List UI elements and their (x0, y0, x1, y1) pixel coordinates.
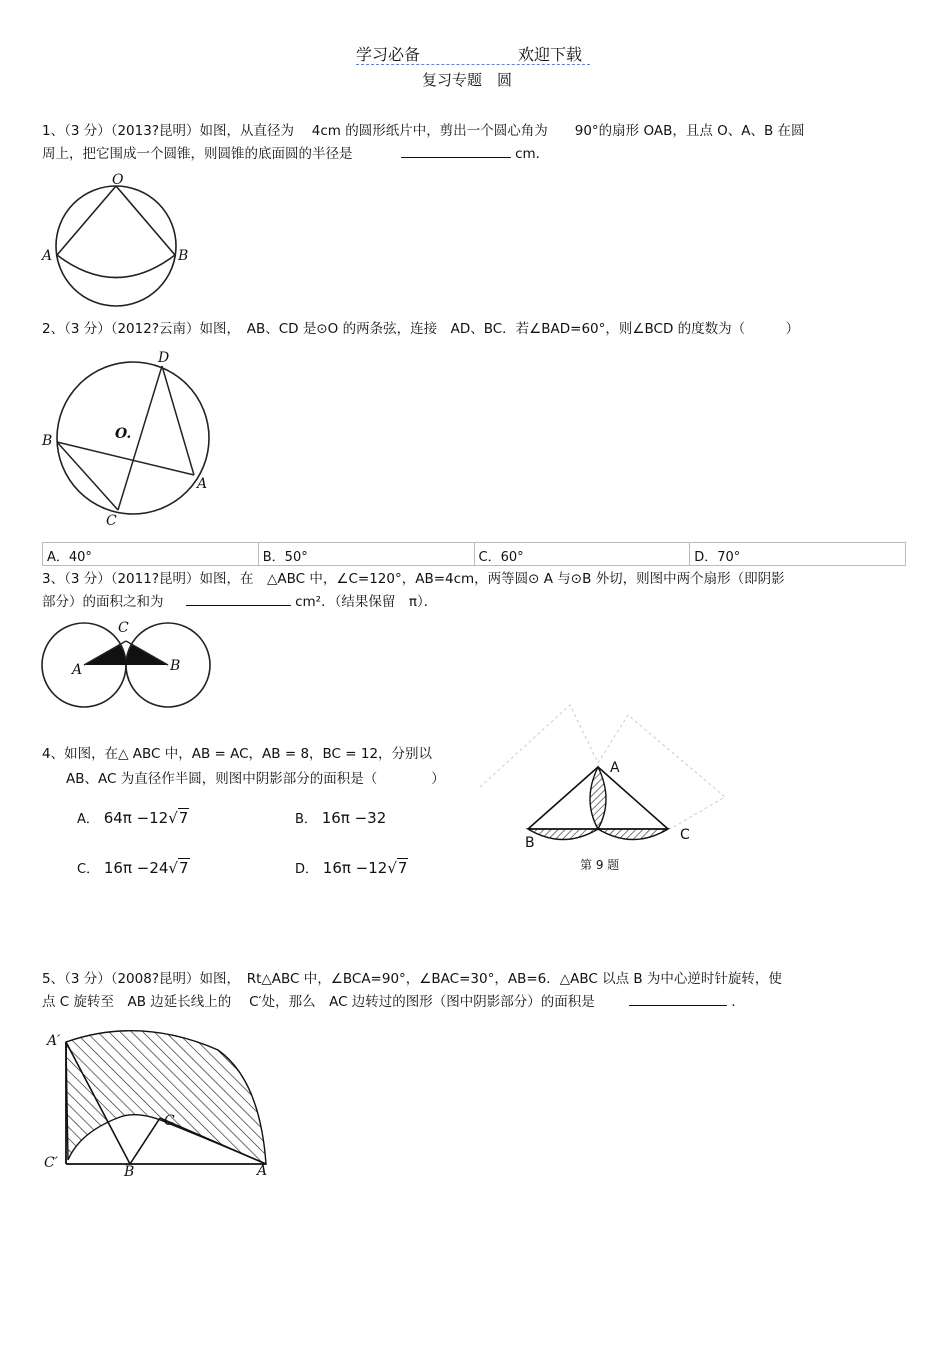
q2-label-d: D (158, 350, 170, 366)
q1-line2 (42, 143, 906, 166)
q4-option-d-root: 7 (397, 859, 408, 877)
q2-option-d[interactable]: D．70° (694, 550, 741, 565)
q3-line1: 3、（3 分）（2011?昆明）如图，在 △ABC 中，∠C=120°，AB=4cm，两等圆⊙ A 与⊙B 外切，则图中两个扇形（即阴影 (42, 571, 785, 587)
q1-line1: 1、（3 分）（2013?昆明）如图，从直径为 4cm 的圆形纸片中，剪出一个圆心角为 90°的扇形 OAB，且点 O、A、B 在圆 (42, 123, 805, 139)
q5-figure (40, 1020, 280, 1170)
q2-option-c[interactable]: C．60° (475, 543, 691, 565)
q3-label-c: C (118, 620, 129, 636)
q4-caption: 第 9 题 (580, 858, 620, 872)
q5-label-a-prime: A′ (47, 1033, 61, 1049)
q1-text (42, 120, 906, 166)
q4-option-d[interactable]: D． 16π −12√7 (295, 859, 408, 877)
q2-option-b[interactable]: B．50° (259, 543, 475, 565)
q5-label-c-prime: C′ (44, 1155, 58, 1171)
q1-answer-blank[interactable] (401, 143, 511, 158)
q4-option-c-root: 7 (178, 859, 189, 877)
q2-figure (40, 350, 220, 535)
q1-unit: cm． (515, 146, 550, 162)
q5-label-c: C (164, 1113, 175, 1129)
q5-text (42, 968, 906, 1014)
header-right: 欢迎下载 (518, 45, 583, 64)
q3-line2-post: cm²．（结果保留 π）． (295, 594, 438, 610)
q4-label-a: A (610, 760, 620, 776)
q4-line2: AB、AC 为直径作半圆，则图中阴影部分的面积是（ ） (66, 771, 445, 787)
q5-line2-text: 点 C 旋转至 AB 边延长线上的 C′处，那么 AC 边转过的图形（图中阴影部分）的面积是 (42, 994, 595, 1010)
q1-line2-text: 周上，把它围成一个圆锥，则圆锥的底面圆的半径是 (42, 146, 353, 162)
q4-option-b-value: 16π −32 (321, 809, 387, 827)
q4-option-d-label: D． (295, 862, 319, 877)
q4-figure (470, 705, 730, 865)
q2-options (42, 542, 906, 566)
q5-answer-blank[interactable] (629, 991, 727, 1006)
q4-option-b-label: B． (295, 812, 317, 827)
q4-option-b[interactable] (295, 808, 386, 827)
q4-label-b: B (525, 835, 535, 851)
q4-option-a-label: A． (77, 812, 99, 827)
header-left: 学习必备 (356, 45, 421, 64)
q5-line1: 5、（3 分）（2008?昆明）如图， Rt△ABC 中，∠BCA=90°，∠BAC=30°，AB=6．△ABC 以点 B 为中心逆时针旋转，使 (42, 971, 782, 987)
q1-label-o: O (112, 172, 124, 188)
q2-label-o: O. (115, 426, 132, 442)
q4-option-a-root: 7 (178, 809, 189, 827)
q5-line2-post: ． (731, 994, 745, 1010)
q3-answer-blank[interactable] (186, 591, 291, 606)
q4-option-c-value: 16π −24 (103, 859, 169, 877)
q2-text: 2、（3 分）（2012?云南）如图， AB、CD 是⊙O 的两条弦，连接 AD、BC．若∠BAD=60°，则∠BCD 的度数为（ ） (42, 321, 800, 337)
q3-line2-text: 部分）的面积之和为 (42, 594, 164, 610)
q5-label-a: A (257, 1163, 268, 1179)
q3-label-a: A (72, 662, 83, 678)
q1-figure (40, 170, 200, 315)
q3-figure (40, 615, 220, 715)
q2-option-a[interactable]: A．40° (43, 543, 259, 565)
q2-label-a: A (197, 476, 208, 492)
q2-label-c: C (106, 513, 117, 529)
q3-line2 (42, 591, 906, 614)
page-title: 复习专题 圆 (422, 71, 513, 89)
q1-label-b: B (178, 248, 189, 264)
q4-option-a[interactable]: A． 64π −12√7 (77, 809, 189, 827)
q4-label-c: C (680, 827, 690, 843)
q3-text (42, 568, 906, 614)
q4-option-a-value: 64π −12 (103, 809, 169, 827)
q4-option-d-value: 16π −12 (322, 859, 388, 877)
q4-line1: 4、如图，在△ ABC 中，AB = AC，AB = 8，BC = 12，分别以 (42, 746, 433, 762)
q2-label-b: B (42, 433, 53, 449)
q4-option-c[interactable]: C． 16π −24√7 (77, 859, 189, 877)
q5-label-b: B (124, 1164, 135, 1180)
q3-label-b: B (170, 658, 181, 674)
q1-label-a: A (42, 248, 53, 264)
q4-option-c-label: C． (77, 862, 100, 877)
q5-line2 (42, 991, 906, 1014)
header-divider (356, 64, 590, 65)
